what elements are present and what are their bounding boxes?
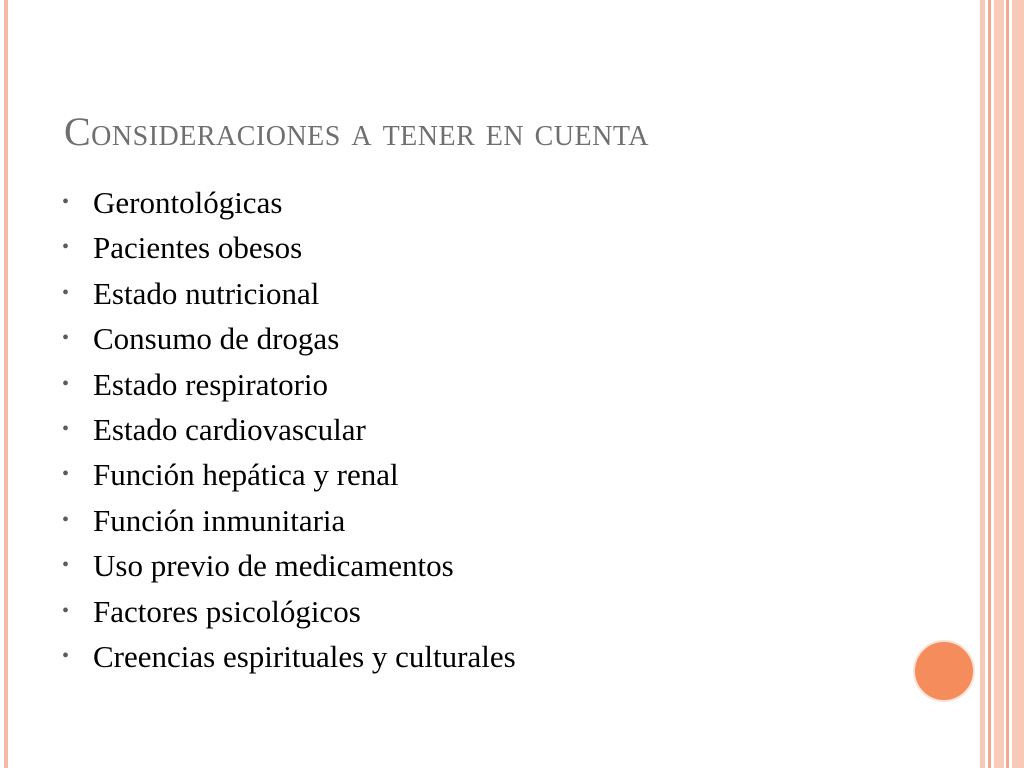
right-stripe [994, 0, 1004, 768]
bullet-item [60, 543, 516, 588]
bullet-icon: • [62, 554, 70, 577]
bullet-text: Uso previo de medicamentos [93, 548, 454, 584]
bullet-text: Estado respiratorio [93, 366, 329, 402]
bullet-icon: • [62, 327, 70, 350]
right-stripe [1006, 0, 1009, 768]
right-stripe [988, 0, 991, 768]
bullet-text: Gerontológicas [93, 185, 283, 220]
bullet-item [60, 180, 516, 225]
bullet-icon: • [62, 463, 70, 486]
bullet-item [60, 634, 516, 679]
bullet-text: Estado cardiovascular [93, 411, 366, 447]
bullet-text: Estado nutricional [93, 275, 320, 311]
bullet-item [60, 498, 516, 543]
bullet-text: Función inmunitaria [93, 502, 346, 538]
bullet-icon: • [62, 599, 70, 622]
bullet-icon: • [62, 281, 70, 304]
accent-circle-decoration [913, 640, 975, 702]
slide-title: Consideraciones a tener en cuenta [64, 109, 649, 154]
bullet-item [60, 316, 516, 361]
bullet-item [60, 362, 516, 407]
bullet-item [60, 452, 516, 497]
bullet-text: Factores psicológicos [93, 593, 361, 629]
bullet-icon: • [62, 417, 70, 440]
bullet-list [60, 180, 516, 679]
bullet-icon: • [62, 508, 70, 531]
right-stripe [980, 0, 985, 768]
bullet-icon: • [62, 644, 70, 667]
bullet-item [60, 407, 516, 452]
bullet-item [60, 589, 516, 634]
left-border-line [4, 0, 8, 768]
bullet-text: Creencias espirituales y culturales [93, 638, 516, 674]
right-stripe [1012, 0, 1024, 768]
bullet-item [60, 271, 516, 316]
bullet-text: Función hepática y renal [93, 457, 399, 493]
bullet-icon: • [62, 191, 70, 213]
bullet-text: Consumo de drogas [93, 321, 340, 357]
bullet-icon: • [62, 372, 70, 395]
bullet-item [60, 225, 516, 270]
bullet-icon: • [62, 236, 70, 259]
bullet-text: Pacientes obesos [93, 230, 303, 266]
